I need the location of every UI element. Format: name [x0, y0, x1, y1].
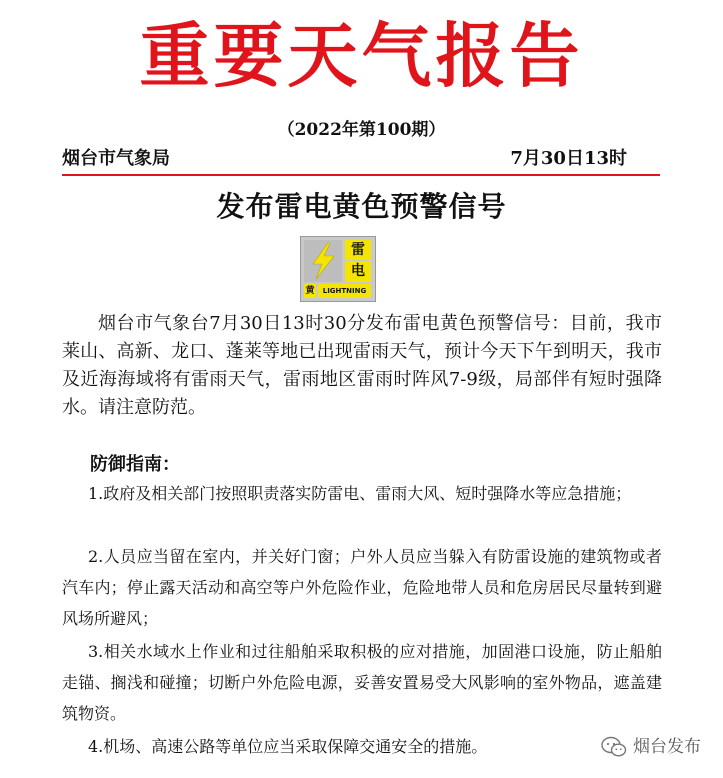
document-title: 发布雷电黄色预警信号: [216, 190, 507, 223]
lightning-warning-signal: [300, 236, 376, 302]
signal-level-char: 黄: [305, 286, 315, 296]
issuer: 烟台市气象局: [62, 148, 170, 169]
watermark-text: 烟台发布: [633, 737, 701, 757]
issue-datetime: 7月30日13时: [510, 148, 627, 169]
report-title: 重要天气报告: [139, 14, 584, 97]
signal-char-dian: 电: [345, 261, 371, 282]
signal-label: LIGHTNING: [318, 284, 371, 298]
signal-char-lei: 雷: [345, 240, 371, 260]
guide-item: 4.机场、高速公路等单位应当采取保障交通安全的措施。: [88, 737, 488, 756]
guide-heading: 防御指南：: [90, 454, 180, 475]
wechat-icon: [601, 736, 627, 758]
warning-body: 烟台市气象台7月30日13时30分发布雷电黄色预警信号：目前，我市莱山、高新、龙口、蓬莱等地已出现雷雨天气，预计今天下午到明天，我市及近海海域将有雷雨天气，雷雨地区雷雨时阵风7-9级，局部伴有短时强降水。请注意防范。: [62, 313, 662, 418]
guide-item: 2.人员应当留在室内，并关好门窗；户外人员应当躲入有防雷设施的建筑物或者汽车内；停止露天活动和高空等户外危险作业，危险地带人员和危房居民尽量转到避风场所避风；: [62, 547, 662, 628]
header-divider: [62, 174, 660, 176]
watermark: [601, 734, 701, 760]
lightning-bolt-icon: [304, 240, 342, 282]
issue-number: （2022年第100期）: [277, 120, 446, 140]
guide-item: 1.政府及相关部门按照职责落实防雷电、雷雨大风、短时强降水等应急措施；: [88, 484, 632, 503]
guide-item: 3.相关水域水上作业和过往船舶采取积极的应对措施，加固港口设施，防止船舶走锚、搁浅和碰撞；切断户外危险电源，妥善安置易受大风影响的室外物品，遮盖建筑物资。: [62, 642, 662, 723]
